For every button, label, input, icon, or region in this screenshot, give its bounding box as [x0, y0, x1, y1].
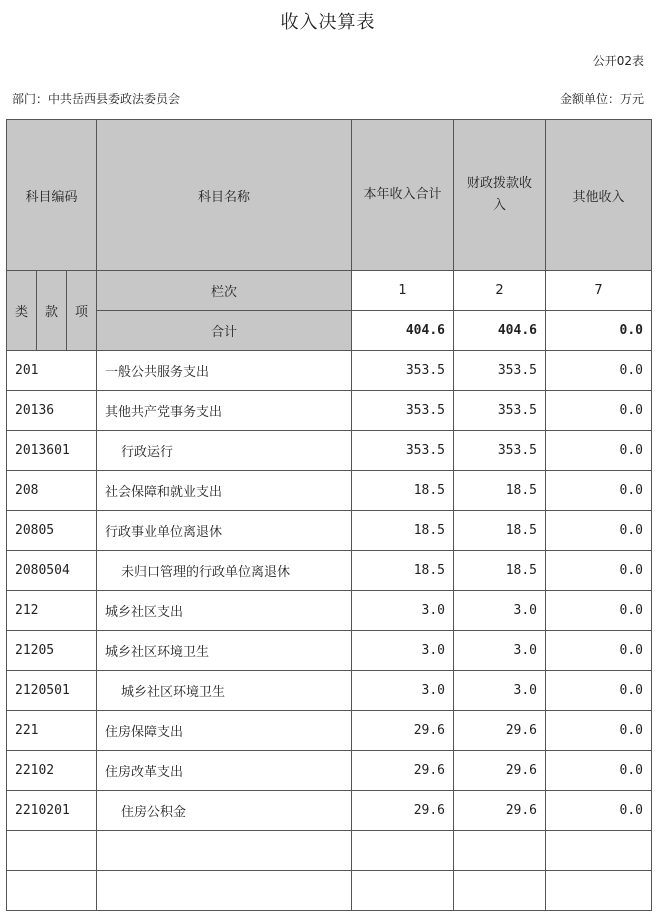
column-number-1: 1	[352, 271, 454, 311]
total-label: 合计	[97, 311, 352, 351]
total-income-cell: 3.0	[352, 671, 454, 711]
xiang-header: 项	[67, 271, 97, 351]
table-row	[7, 631, 652, 671]
table-row	[7, 791, 652, 831]
form-code: 公开02表	[592, 54, 644, 68]
other-income-cell: 0.0	[546, 711, 652, 751]
subject-code-cell: 22102	[7, 751, 97, 791]
table-row	[7, 831, 652, 871]
total-income-cell: 353.5	[352, 351, 454, 391]
subject-code-header: 科目编码	[7, 120, 97, 271]
subject-name-cell: 行政事业单位离退休	[97, 511, 352, 551]
other-income-cell: 0.0	[546, 471, 652, 511]
subject-code-cell: 212	[7, 591, 97, 631]
total-income-cell	[352, 871, 454, 911]
total-income-cell: 3.0	[352, 631, 454, 671]
subject-name-cell: 城乡社区支出	[97, 591, 352, 631]
fiscal-income-cell: 353.5	[454, 351, 546, 391]
total-income-cell	[352, 831, 454, 871]
subject-name-cell: 住房改革支出	[97, 751, 352, 791]
total-fiscal-value: 404.6	[454, 311, 546, 351]
table-row	[7, 351, 652, 391]
income-table	[6, 119, 652, 911]
column-order-row	[7, 271, 652, 311]
other-income-cell	[546, 871, 652, 911]
subject-code-cell: 2210201	[7, 791, 97, 831]
other-income-cell	[546, 831, 652, 871]
fiscal-income-cell	[454, 871, 546, 911]
other-income-cell: 0.0	[546, 791, 652, 831]
other-income-cell: 0.0	[546, 671, 652, 711]
total-income-header: 本年收入合计	[352, 120, 454, 271]
kuan-header: 款	[37, 271, 67, 351]
table-row	[7, 591, 652, 631]
other-income-header: 其他收入	[546, 120, 652, 271]
total-income-cell: 29.6	[352, 711, 454, 751]
subject-code-cell: 2080504	[7, 551, 97, 591]
report-title: 收入决算表	[280, 12, 376, 33]
subject-name-cell: 行政运行	[97, 431, 352, 471]
other-income-cell: 0.0	[546, 751, 652, 791]
fiscal-income-cell: 353.5	[454, 431, 546, 471]
subject-name-cell: 城乡社区环境卫生	[97, 671, 352, 711]
column-number-7: 7	[546, 271, 652, 311]
subject-name-cell: 城乡社区环境卫生	[97, 631, 352, 671]
fiscal-income-header: 财政拨款收入	[454, 120, 546, 271]
fiscal-income-cell: 353.5	[454, 391, 546, 431]
subject-code-cell: 20136	[7, 391, 97, 431]
table-row	[7, 391, 652, 431]
subject-name-cell: 住房公积金	[97, 791, 352, 831]
subject-name-header: 科目名称	[97, 120, 352, 271]
fiscal-income-cell: 3.0	[454, 671, 546, 711]
other-income-cell: 0.0	[546, 511, 652, 551]
column-order-label: 栏次	[97, 271, 352, 311]
total-income-cell: 353.5	[352, 431, 454, 471]
subject-name-cell: 社会保障和就业支出	[97, 471, 352, 511]
fiscal-income-cell: 29.6	[454, 711, 546, 751]
total-income-cell: 18.5	[352, 511, 454, 551]
table-row	[7, 431, 652, 471]
table-row	[7, 671, 652, 711]
fiscal-income-cell: 18.5	[454, 471, 546, 511]
subject-name-cell	[97, 831, 352, 871]
fiscal-income-cell: 3.0	[454, 631, 546, 671]
lei-header: 类	[7, 271, 37, 351]
fiscal-income-cell: 3.0	[454, 591, 546, 631]
table-row	[7, 471, 652, 511]
subject-code-cell: 21205	[7, 631, 97, 671]
fiscal-income-cell: 29.6	[454, 791, 546, 831]
total-income-cell: 29.6	[352, 751, 454, 791]
department-label: 部门：中共岳西县委政法委员会	[12, 92, 181, 106]
subject-name-cell	[97, 871, 352, 911]
other-income-cell: 0.0	[546, 551, 652, 591]
total-income-cell: 353.5	[352, 391, 454, 431]
table-row	[7, 871, 652, 911]
subject-code-cell: 20805	[7, 511, 97, 551]
other-income-cell: 0.0	[546, 431, 652, 471]
fiscal-income-cell	[454, 831, 546, 871]
fiscal-income-cell: 18.5	[454, 511, 546, 551]
other-income-cell: 0.0	[546, 391, 652, 431]
table-row	[7, 551, 652, 591]
subject-name-cell: 一般公共服务支出	[97, 351, 352, 391]
total-income-cell: 29.6	[352, 791, 454, 831]
subject-name-cell: 其他共产党事务支出	[97, 391, 352, 431]
subject-code-cell	[7, 871, 97, 911]
table-row	[7, 751, 652, 791]
subject-code-cell: 2120501	[7, 671, 97, 711]
total-other-value: 0.0	[546, 311, 652, 351]
fiscal-income-cell: 29.6	[454, 751, 546, 791]
header-row	[7, 120, 652, 271]
subject-code-cell: 201	[7, 351, 97, 391]
other-income-cell: 0.0	[546, 591, 652, 631]
total-income-cell: 3.0	[352, 591, 454, 631]
subject-name-cell: 住房保障支出	[97, 711, 352, 751]
subject-code-cell: 208	[7, 471, 97, 511]
subject-code-cell	[7, 831, 97, 871]
total-income-cell: 18.5	[352, 551, 454, 591]
total-row	[7, 311, 652, 351]
other-income-cell: 0.0	[546, 351, 652, 391]
other-income-cell: 0.0	[546, 631, 652, 671]
total-income-value: 404.6	[352, 311, 454, 351]
column-number-2: 2	[454, 271, 546, 311]
total-income-cell: 18.5	[352, 471, 454, 511]
table-row	[7, 511, 652, 551]
subject-name-cell: 未归口管理的行政单位离退休	[97, 551, 352, 591]
table-row	[7, 711, 652, 751]
subject-code-cell: 221	[7, 711, 97, 751]
subject-code-cell: 2013601	[7, 431, 97, 471]
fiscal-income-cell: 18.5	[454, 551, 546, 591]
unit-label: 金额单位：万元	[559, 92, 644, 106]
